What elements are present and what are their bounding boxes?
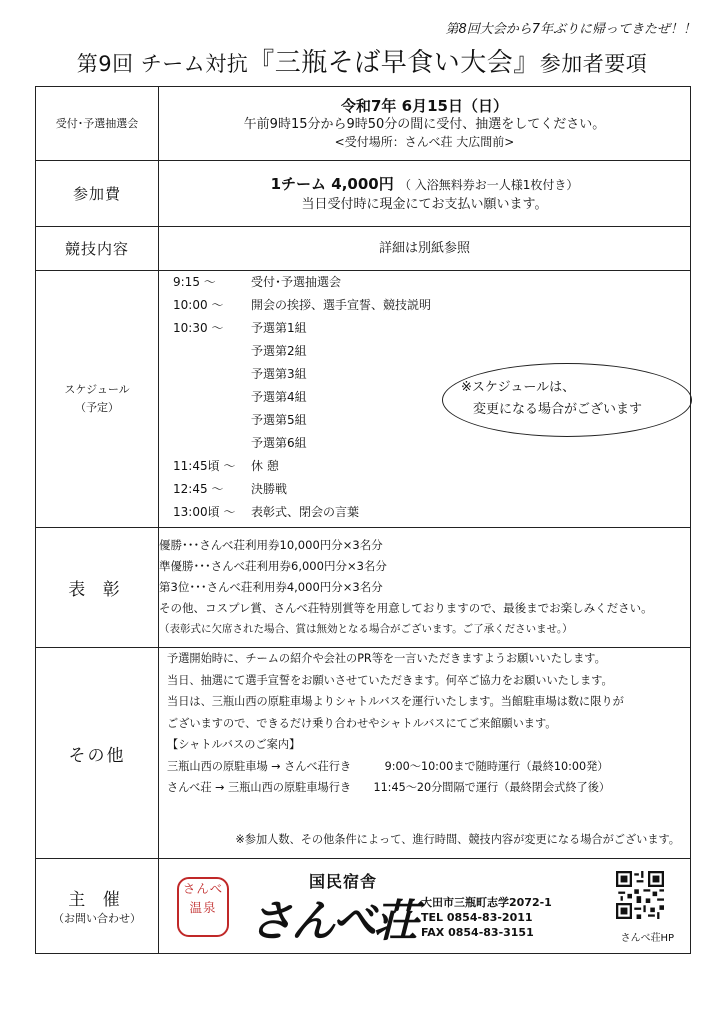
award-line: その他、コスプレ賞、さんべ荘特別賞等を用意しておりますので、最後までお楽しみください。 — [159, 601, 653, 615]
fee-label: 参加費 — [36, 161, 159, 227]
host-address: 大田市三瓶町志学2072-1 — [421, 896, 552, 909]
other-line: 【シャトルバスのご案内】 — [167, 738, 301, 751]
fee-amount: 1チーム 4,000円 — [270, 175, 394, 193]
row-reception — [36, 87, 691, 161]
brand-logo: さんべ荘 — [249, 896, 417, 947]
award-line: （表彰式に欠席された場合、賞は無効となる場合がございます。ご了承くださいませ。） — [159, 623, 573, 635]
onsen-seal — [177, 877, 229, 937]
other-line: 当日は、三瓶山西の原駐車場よりシャトルバスを運行いたします。当館駐車場は数に限りが — [167, 695, 624, 708]
host-contact — [421, 895, 552, 940]
schedule-item: 10:00 ～ 開会の挨拶、選手宣誓、競技説明 — [173, 298, 432, 312]
schedule-item: 9:15 ～ 受付･予選抽選会 — [173, 275, 342, 289]
reception-time: 午前9時15分から9時50分の間に受付、抽選をしてください。 — [243, 117, 606, 132]
title-suffix: 参加者要項 — [539, 52, 648, 76]
schedule-item: 予選第6組 — [251, 436, 307, 450]
schedule-note-oval — [442, 363, 692, 437]
schedule-item: 10:30 ～ 予選第1組 — [173, 321, 307, 335]
row-schedule — [36, 271, 691, 528]
award-line: 優勝･･･さんべ荘利用券10,000円分×3名分 — [159, 538, 383, 552]
info-table — [35, 86, 691, 954]
tagline: 第8回大会から7年ぶりに帰ってきたぜ！！ — [445, 22, 696, 37]
page-title — [0, 42, 724, 79]
row-content — [36, 227, 691, 271]
award-list — [159, 528, 691, 648]
schedule-label-sub: （予定） — [75, 401, 119, 414]
row-award — [36, 528, 691, 648]
row-other — [36, 648, 691, 859]
schedule-item: 予選第5組 — [251, 413, 307, 427]
other-list — [159, 648, 690, 858]
fee-payment: 当日受付時に現金にてお支払い願います。 — [301, 197, 548, 212]
qr-caption: さんべ荘HP — [620, 933, 674, 944]
schedule-item: 予選第2組 — [251, 344, 307, 358]
seal-text-2: 温泉 — [189, 900, 217, 915]
reception-label: 受付･予選抽選会 — [36, 87, 159, 161]
schedule-item: 12:45 ～ 決勝戦 — [173, 482, 288, 496]
schedule-item: 予選第3組 — [251, 367, 307, 381]
fee-note: （ 入浴無料券お一人様1枚付き） — [398, 178, 579, 192]
schedule-list — [159, 271, 690, 527]
award-line: 準優勝･･･さんべ荘利用券6,000円分×3名分 — [159, 559, 387, 573]
host-fax: FAX 0854-83-3151 — [421, 926, 534, 939]
other-line: さんべ荘 → 三瓶山西の原駐車場行き 11:45～20分間隔で運行（最終閉会式終了後） — [167, 781, 611, 794]
host-label-sub: （お問い合わせ） — [53, 911, 141, 925]
row-fee — [36, 161, 691, 227]
other-line: 予選開始時に、チームの紹介や会社のPR等を一言いただきますようお願いいたします。 — [167, 652, 606, 665]
award-line: 第3位･･･さんべ荘利用券4,000円分×3名分 — [159, 580, 383, 594]
seal-text-1: さんべ — [182, 881, 224, 896]
award-label: 表 彰 — [36, 528, 159, 648]
reception-place: <受付場所：さんべ荘 大広間前> — [334, 135, 515, 149]
schedule-label: スケジュール — [64, 383, 130, 396]
content-label: 競技内容 — [36, 227, 159, 271]
brand-subtitle: 国民宿舎 — [309, 872, 378, 891]
other-footnote: ※参加人数、その他条件によって、進行時間、競技内容が変更になる場合がございます。 — [235, 832, 680, 846]
title-main: 『三瓶そば早食い大会』 — [248, 48, 540, 78]
schedule-item: 13:00頃 ～ 表彰式、閉会の言葉 — [173, 505, 360, 519]
other-line: ございますので、できるだけ乗り合わせやシャトルバスにてご来館願います。 — [167, 716, 557, 730]
title-prefix: 第9回 チーム対抗 — [76, 52, 249, 76]
schedule-note-1: ※スケジュールは、 — [461, 380, 576, 395]
content-value: 詳細は別紙参照 — [159, 227, 691, 271]
schedule-note-2: 変更になる場合がございます — [473, 402, 643, 417]
other-label: その他 — [36, 648, 159, 859]
schedule-item: 予選第4組 — [251, 390, 307, 404]
other-line: 三瓶山西の原駐車場 → さんべ荘行き 9:00～10:00まで随時運行（最終10:00発） — [167, 759, 609, 773]
other-line: 当日、抽選にて選手宣誓をお願いさせていただきます。何卒ご協力をお願いいたします。 — [167, 673, 613, 687]
event-date: 令和7年 6月15日（日） — [341, 97, 508, 115]
qr-code-icon[interactable] — [616, 871, 664, 919]
row-host — [36, 859, 691, 954]
host-info — [159, 859, 690, 953]
schedule-item: 11:45頃 ～ 休 憩 — [173, 459, 279, 473]
host-tel: TEL 0854-83-2011 — [421, 911, 533, 924]
host-label: 主 催 — [68, 889, 126, 910]
